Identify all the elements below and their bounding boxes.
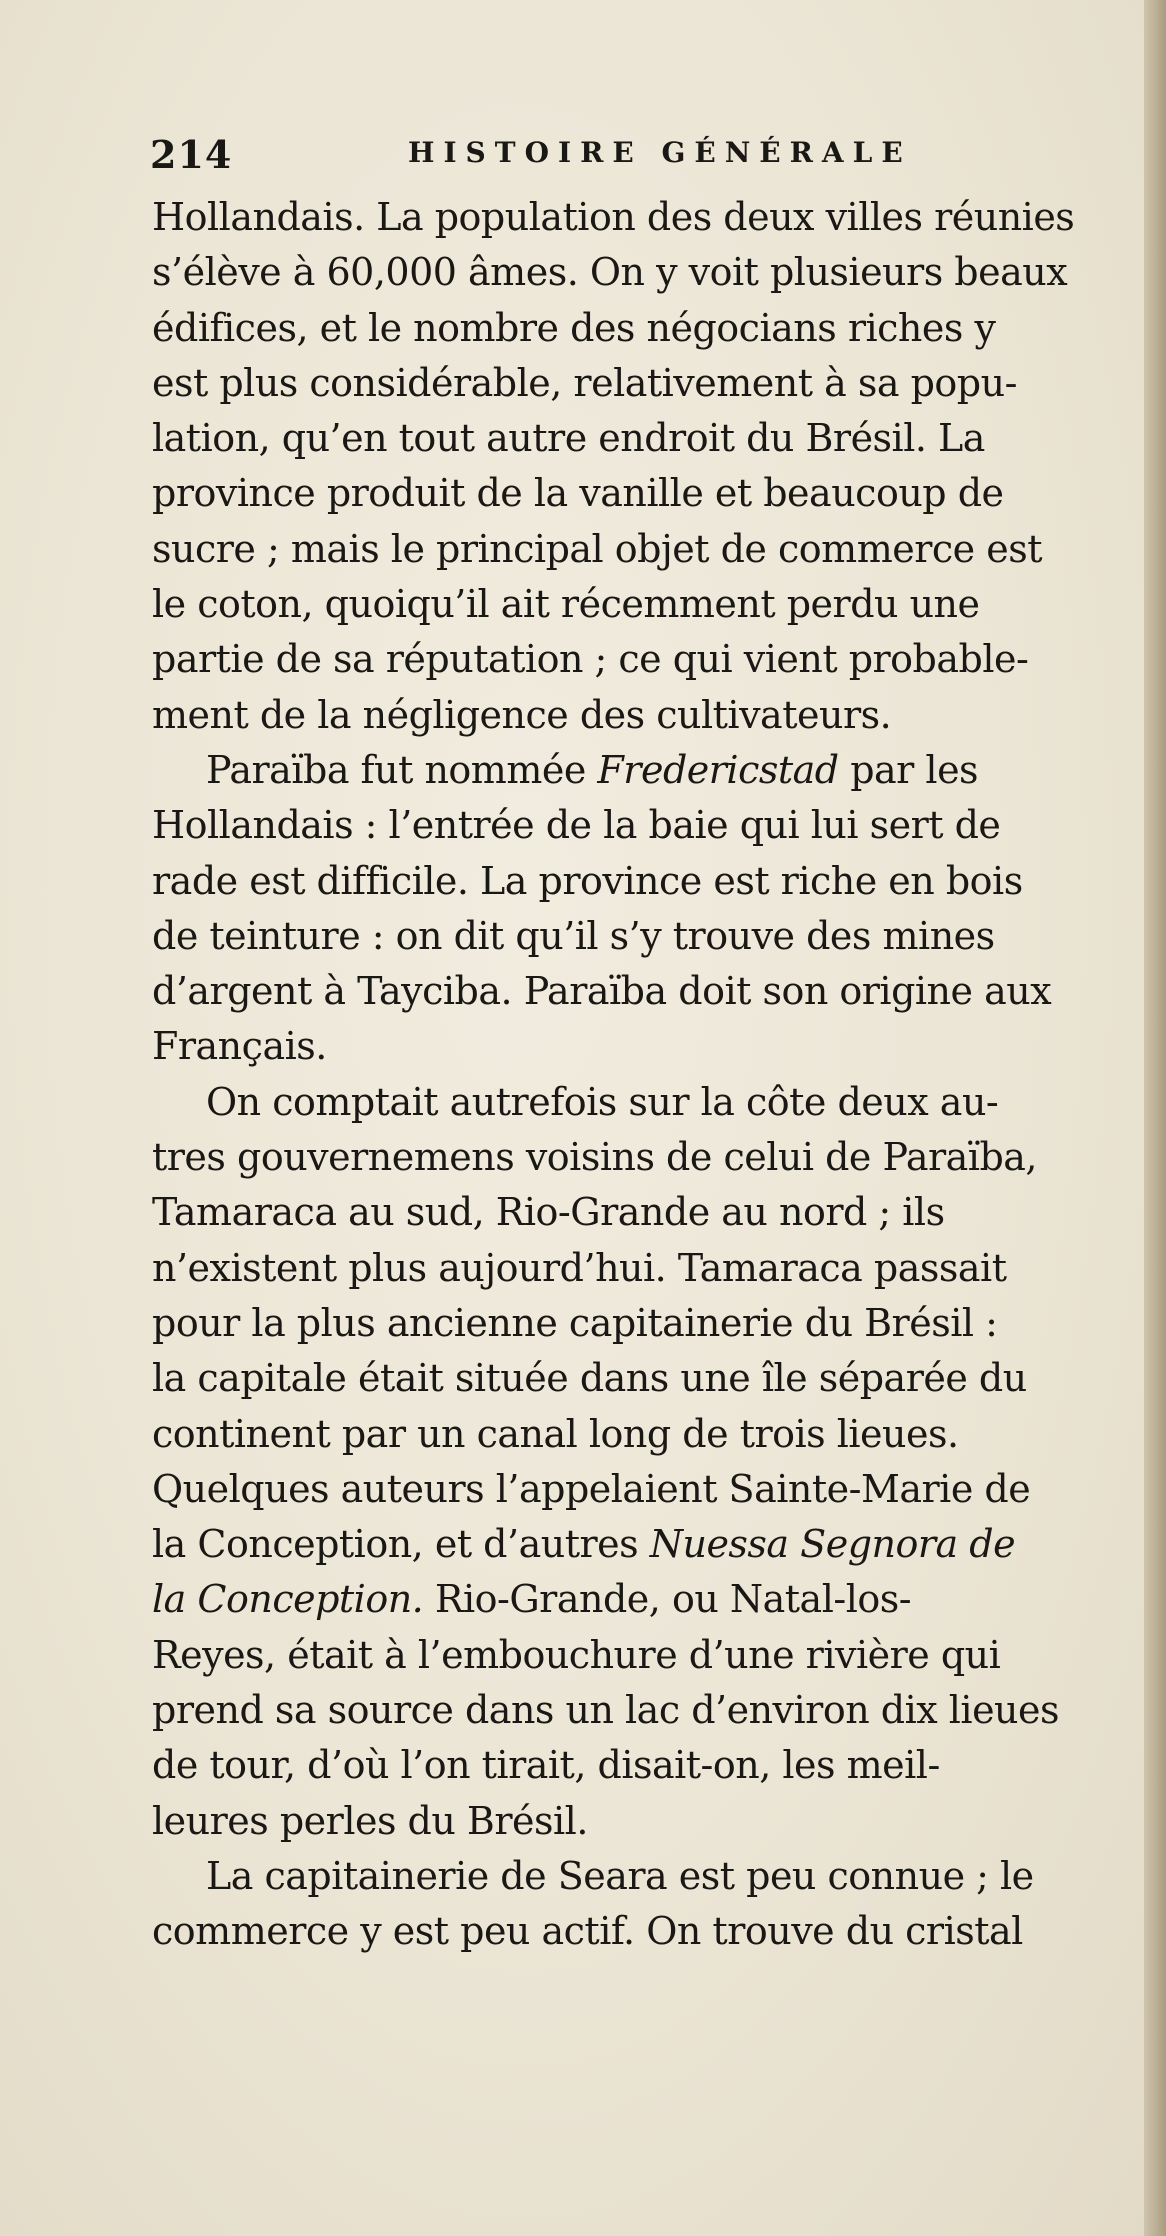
text-line	[152, 1517, 1130, 1572]
text-line: Reyes, était à l’embouchure d’une rivière qui	[152, 1632, 1001, 1677]
page-number: 214	[150, 132, 233, 177]
text-line: tres gouvernemens voisins de celui de Paraïba,	[152, 1135, 1038, 1180]
text-line: la capitale était située dans une île séparée du	[152, 1356, 1027, 1401]
text-run: Rio-Grande, ou Natal-los-	[423, 1577, 912, 1622]
text-line: leures perles du Brésil.	[152, 1798, 588, 1843]
text-line: d’argent à Tayciba. Paraïba doit son origine aux	[152, 969, 1052, 1014]
text-line: continent par un canal long de trois lieues.	[152, 1411, 959, 1456]
text-line: le coton, quoiqu’il ait récemment perdu une	[152, 582, 980, 627]
text-line	[152, 1572, 1130, 1627]
text-line: partie de sa réputation ; ce qui vient probable-	[152, 637, 1029, 682]
italic-text-run: Nuessa Segnora de	[649, 1522, 1016, 1567]
italic-text-run: la Conception.	[152, 1577, 424, 1622]
text-run: la Conception, et d’autres	[152, 1522, 650, 1567]
text-line: province produit de la vanille et beaucoup de	[152, 471, 1004, 516]
page-header	[150, 132, 930, 192]
text-run: Paraïba fut nommée	[206, 747, 598, 792]
text-line: Quelques auteurs l’appelaient Sainte-Marie de	[152, 1466, 1031, 1511]
running-head: HISTOIRE GÉNÉRALE	[408, 136, 912, 169]
text-line: n’existent plus aujourd’hui. Tamaraca passait	[152, 1245, 1007, 1290]
text-line: édifices, et le nombre des négocians riches y	[152, 305, 996, 350]
body-text	[152, 190, 1130, 1960]
text-line: de teinture : on dit qu’il s’y trouve des mines	[152, 913, 995, 958]
text-line: Tamaraca au sud, Rio-Grande au nord ; ils	[152, 1190, 945, 1235]
text-line: rade est difficile. La province est riche en bois	[152, 858, 1023, 903]
paragraph-start-line: On comptait autrefois sur la côte deux au-	[206, 1079, 999, 1124]
text-line: ment de la négligence des cultivateurs.	[152, 692, 892, 737]
text-line: prend sa source dans un lac d’environ dix lieues	[152, 1688, 1060, 1733]
text-line: s’élève à 60,000 âmes. On y voit plusieurs beaux	[152, 250, 1068, 295]
text-run: par les	[838, 747, 979, 792]
text-line: commerce y est peu actif. On trouve du cristal	[152, 1909, 1023, 1954]
text-line: est plus considérable, relativement à sa popu-	[152, 360, 1017, 405]
text-line: de tour, d’où l’on tirait, disait-on, les meil-	[152, 1743, 940, 1788]
paragraph-start-line: La capitainerie de Seara est peu connue ; le	[206, 1853, 1034, 1898]
italic-text-run: Fredericstad	[597, 747, 839, 792]
text-line: Hollandais. La population des deux villes réunies	[152, 195, 1075, 239]
text-line: Hollandais : l’entrée de la baie qui lui sert de	[152, 803, 1001, 848]
text-line: pour la plus ancienne capitainerie du Brésil :	[152, 1300, 998, 1345]
paragraph-start-line	[152, 743, 1130, 798]
page-edge-shadow	[1144, 0, 1166, 2236]
text-line: Français.	[152, 1024, 327, 1069]
text-line: sucre ; mais le principal objet de commerce est	[152, 526, 1042, 571]
text-line: lation, qu’en tout autre endroit du Brésil. La	[152, 416, 985, 461]
